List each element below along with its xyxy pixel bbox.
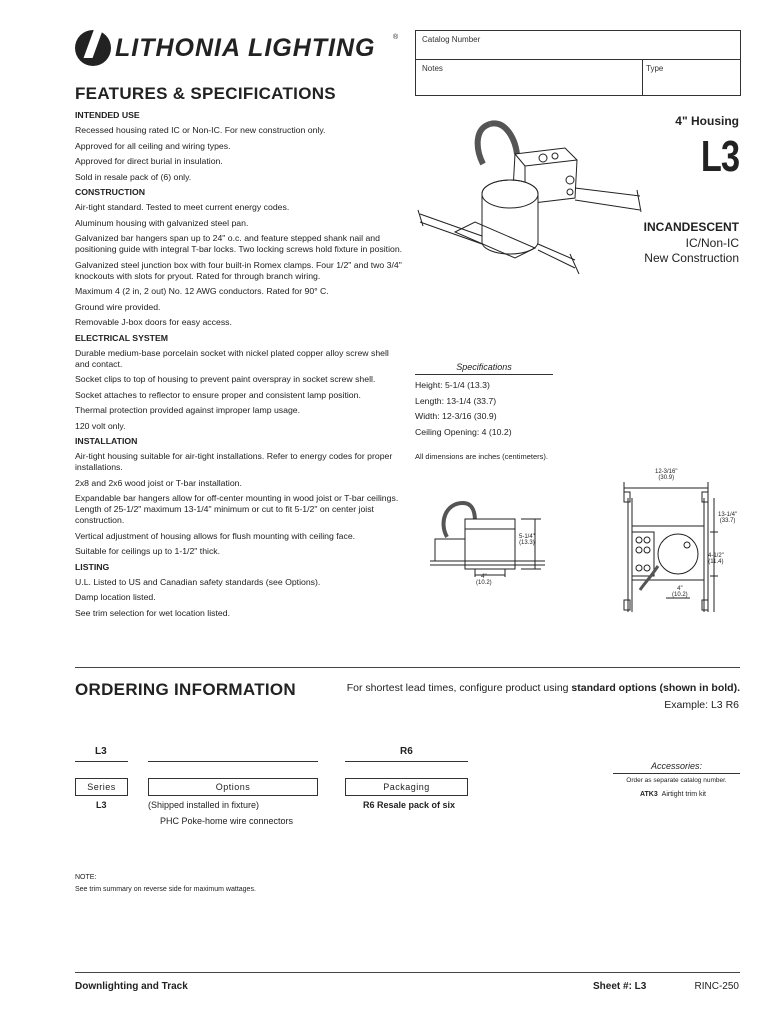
feature-heading: LISTING bbox=[75, 561, 110, 572]
packaging-value: R6 Resale pack of six bbox=[363, 800, 456, 810]
specifications-title: Specifications bbox=[415, 362, 553, 375]
specifications-list bbox=[415, 378, 512, 440]
feature-heading: INTENDED USE bbox=[75, 110, 140, 120]
feature-item: 120 volt only. bbox=[75, 420, 126, 431]
feature-item: Galvanized bar hangers span up to 24" o.c. and feature stepped shank nail and positioning guide with integral T-bar locks. Two locking screws hold fixture in position. bbox=[75, 233, 403, 254]
feature-item: 2x8 and 2x6 wood joist or T-bar installation. bbox=[75, 477, 242, 488]
ic-rating: IC/Non-IC bbox=[685, 236, 739, 250]
options-line bbox=[148, 761, 318, 762]
feature-item: Approved for direct burial in insulation. bbox=[75, 156, 223, 166]
specification-item: Height: 5-1/4 (13.3) bbox=[415, 380, 490, 390]
feature-item: Durable medium-base porcelain socket with nickel plated copper alloy screw shell and contact. bbox=[75, 347, 389, 369]
packaging-line bbox=[345, 761, 468, 762]
footer-category: Downlighting and Track bbox=[75, 981, 188, 992]
features-title: FEATURES & SPECIFICATIONS bbox=[75, 84, 336, 103]
series-line bbox=[75, 761, 128, 762]
top-width-dim: 12-3/16" (30.9) bbox=[655, 469, 678, 481]
feature-item: Recessed housing rated IC or Non-IC. For new construction only. bbox=[75, 125, 326, 135]
specification-item: Width: 12-3/16 (30.9) bbox=[415, 411, 497, 421]
feature-item: Sold in resale pack of (6) only. bbox=[75, 171, 192, 182]
specification-item: Ceiling Opening: 4 (10.2) bbox=[415, 426, 512, 437]
side-width-dim: 4" (10.2) bbox=[476, 574, 492, 586]
dimension-note: All dimensions are inches (centimeters). bbox=[415, 452, 548, 461]
feature-item: Expandable bar hangers allow for off-center mounting in wood joist or T-bar ceilings. Length of 25-1/2" maximum 13-1/4" minimum or cut to fit 5-1/2" on center joist construction. bbox=[75, 493, 399, 525]
feature-heading: INSTALLATION bbox=[75, 436, 138, 446]
feature-item: Thermal protection provided against improper lamp usage. bbox=[75, 405, 301, 415]
accessories-title: Accessories: bbox=[613, 761, 740, 774]
housing-illustration bbox=[415, 118, 645, 280]
feature-item: U.L. Listed to US and Canadian safety standards (see Options). bbox=[75, 576, 321, 587]
catalog-number-label: Catalog Number bbox=[422, 35, 481, 44]
feature-item: Approved for all ceiling and wiring types. bbox=[75, 140, 231, 151]
accessory-item: ATK3 Airtight trim kit bbox=[640, 791, 706, 798]
model-number: L3 bbox=[700, 132, 739, 181]
feature-item: Vertical adjustment of housing allows for flush mounting with ceiling face. bbox=[75, 530, 356, 541]
registered-mark: ® bbox=[393, 34, 399, 41]
catalog-box bbox=[415, 30, 741, 96]
construction-type: New Construction bbox=[644, 251, 739, 265]
packaging-top: R6 bbox=[400, 746, 413, 757]
footer-code: RINC-250 bbox=[694, 981, 739, 992]
lithonia-logo-icon bbox=[75, 30, 111, 66]
feature-item: Socket clips to top of housing to prevent paint overspray in socket screw shell. bbox=[75, 374, 376, 384]
feature-heading: ELECTRICAL SYSTEM bbox=[75, 332, 168, 343]
accessories-note: Order as separate catalog number. bbox=[626, 777, 727, 784]
feature-heading: CONSTRUCTION bbox=[75, 187, 145, 197]
feature-item: Removable J-box doors for easy access. bbox=[75, 317, 232, 327]
feature-item: Galvanized steel junction box with four built-in Romex clamps. Four 1/2" and two 3/4" knockouts with slots for pryout. Rated for through branch wiring. bbox=[75, 259, 402, 281]
ordering-example: Example: L3 R6 bbox=[664, 699, 739, 711]
feature-item: Damp location listed. bbox=[75, 592, 156, 602]
side-height-dim: 5-1/4" (13.3) bbox=[519, 534, 535, 546]
ordering-title: ORDERING INFORMATION bbox=[75, 680, 297, 699]
section-divider bbox=[75, 667, 740, 668]
features-list bbox=[75, 110, 405, 623]
top-opening-dim: 4" (10.2) bbox=[672, 586, 688, 598]
housing-size: 4" Housing bbox=[675, 114, 739, 128]
feature-item: Ground wire provided. bbox=[75, 301, 161, 312]
type-label: Type bbox=[646, 64, 664, 73]
feature-item: Suitable for ceilings up to 1-1/2" thick. bbox=[75, 546, 221, 556]
brand-name: LITHONIA LIGHTING bbox=[115, 34, 376, 62]
specification-item: Length: 13-1/4 (33.7) bbox=[415, 395, 497, 406]
feature-item: Air-tight housing suitable for air-tight installations. Refer to energy codes for proper installations. bbox=[75, 451, 393, 472]
feature-item: Socket attaches to reflector to ensure proper and consistent lamp position. bbox=[75, 389, 361, 400]
options-label: Options bbox=[148, 778, 318, 796]
brand-logo bbox=[75, 28, 405, 68]
footer-sheet: Sheet #: L3 bbox=[593, 981, 647, 992]
feature-item: Air-tight standard. Tested to meet current energy codes. bbox=[75, 202, 290, 212]
series-value: L3 bbox=[96, 800, 107, 810]
top-depth-dim: 4-1/2" (11.4) bbox=[708, 553, 724, 565]
options-value-note: (Shipped installed in fixture) bbox=[148, 800, 260, 810]
top-length-dim: 13-1/4" (33.7) bbox=[718, 512, 738, 524]
series-top: L3 bbox=[95, 746, 107, 757]
options-value-phc: PHC Poke-home wire connectors bbox=[160, 816, 294, 826]
feature-item: Maximum 4 (2 in, 2 out) No. 12 AWG conductors. Rated for 90° C. bbox=[75, 286, 329, 296]
feature-item: Aluminum housing with galvanized steel pan. bbox=[75, 217, 249, 228]
lamp-type: INCANDESCENT bbox=[643, 220, 739, 234]
feature-item: See trim selection for wet location listed. bbox=[75, 607, 230, 618]
packaging-label: Packaging bbox=[345, 778, 468, 796]
series-label: Series bbox=[75, 778, 128, 796]
footer-divider bbox=[75, 972, 740, 973]
notes-label: Notes bbox=[422, 64, 443, 73]
note: NOTE: See trim summary on reverse side for maximum wattages. bbox=[75, 874, 256, 893]
ordering-intro: For shortest lead times, configure product using standard options (shown in bold). bbox=[346, 682, 740, 694]
